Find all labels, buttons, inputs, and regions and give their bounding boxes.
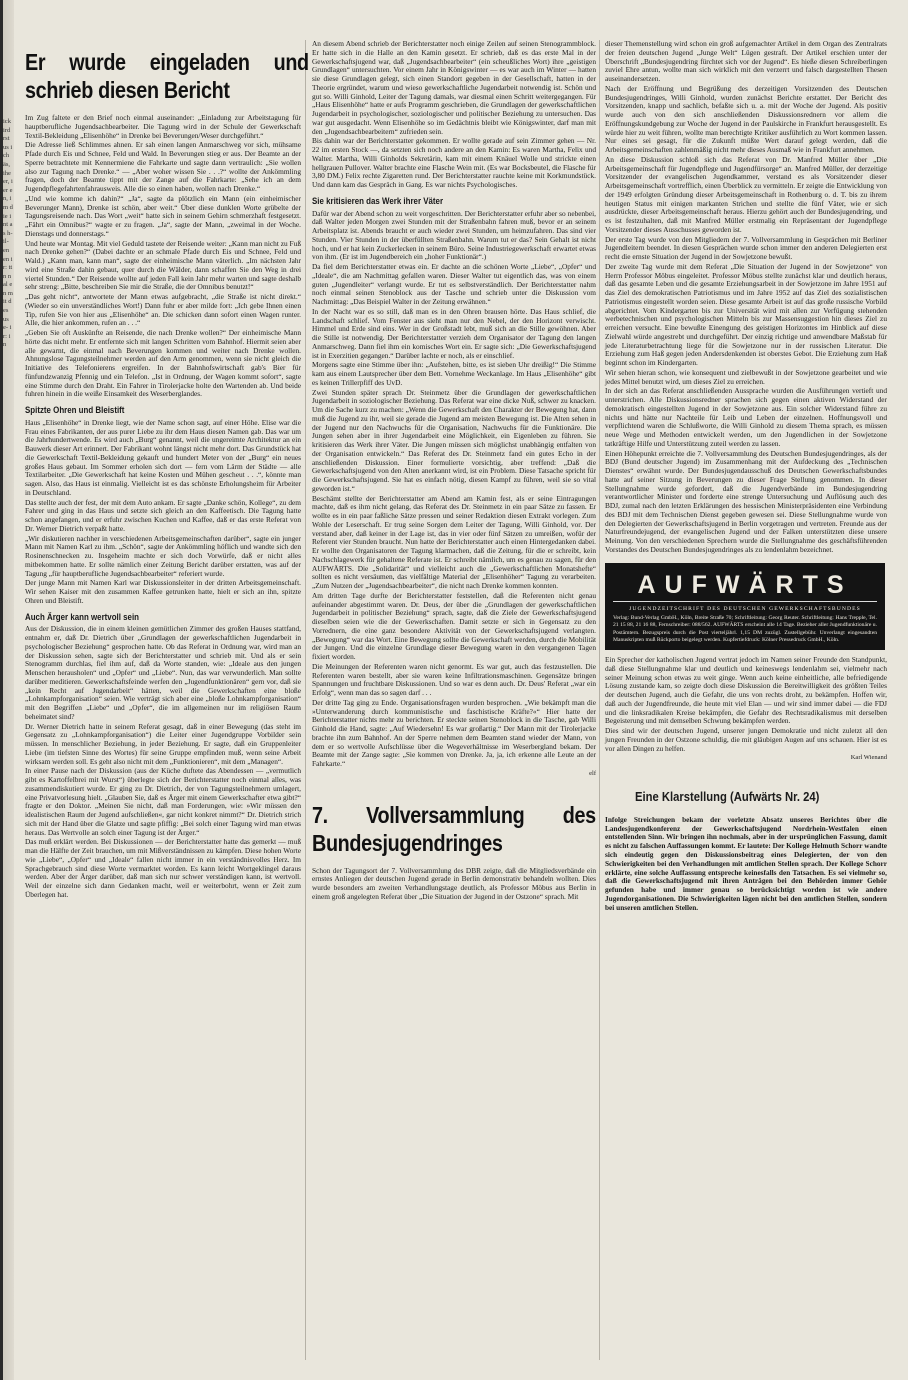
section-heading: Auch Ärger kann wertvoll sein: [25, 611, 140, 622]
section-body: [25, 625, 301, 899]
paragraph: Das stellte auch der fest, der mit dem Auto ankam. Er sagte „Danke schön, Kollege“, zu dem Fahrer und ging in das Haus und setzte sich gleich an den Kaffeetisch. Die Tagung hatte schon angefangen, und er erfuhr zwischen Kuchen und Kaffee, daß er das erste Referat von Dr. Werner Dietrich verpaßt hatte.: [25, 497, 301, 533]
paragraph: Beschämt stellte der Berichterstatter am Abend am Kamin fest, als er seine Eintragungen machte, daß es ihm nicht gelang, das Referat des Dr. Steinmetz in ein paar Sätze zu fassen. Er wollte es in ein paar faßliche Sätze pressen und seiner Redaktion diesen Extrakt vorlegen. Zum Wohle der Leserschaft. Er trug seine Sorgen dem Leiter der Tagung, Willi Ginhold, vor. Der verstand aber, daß keiner in der Lage ist, das in vier oder fünf Sätzen zu umreißen, wofür der Referent vier Stunden braucht. Nun hatte der Berichterstatter auch einen Hintergedanken dabei. Er wollte den Organisatoren der Tagung klarmachen, daß die Zeitung, für die er schreibt, kein Nachschlagewerk für gehaltene Referate ist. Er schreibt nämlich, um es genau zu sagen, für den AUFWÄRTS. Die „Solidarität“ und vielleicht auch die „Gewerkschaftlichen Monatshefte“ sollten es nicht versäumen, das vielfältige Material der „Elisenhöher“ Tagung zu verarbeiten. „Zum Nutzen der „Jugendsachbearbeiter“, die nicht nach Drenke kommen konnten.: [312, 493, 596, 590]
paragraph: Im Zug faltete er den Brief noch einmal auseinander: „Einladung zur Arbeitstagung für hauptberufliche Jugendsachbearbeiter. Die Tagung wird in der Schule der Gewerkschaft Textil-Bekleidung „Elisenhöhe“ in Drenke bei Beverungen/Weser durchgeführt.“: [25, 113, 301, 140]
column-3: [605, 40, 887, 913]
paragraph: Dafür war der Abend schon zu weit vorgeschritten. Der Berichterstatter erfuhr aber so nebenbei, daß Walter jeden Morgen zwei Stunden mit der Straßenbahn fahren muß, bevor er an seinem Arbeitsplatz ist. Abends braucht er auch wieder zwei Stunden, um heimzufahren. Das sind vier Stunden. Vier Stunden in der überfüllten Straßenbahn. Warum tut er das? Sein Gehalt ist nicht hoch, und er hat kein Zuckerlecken in seinem Büro. Seine Industriegewerkschaft erwartet etwas von ihm. (Er ist im Jugendbereich ein „hoher Funktionär“.): [312, 208, 596, 262]
article-continuation: [312, 40, 596, 190]
section-body: [312, 210, 596, 769]
paragraph: Zwei Stunden später sprach Dr. Steinmetz über die Grundlagen der gewerkschaftlichen Jugendarbeit in soziologischer Beziehung. Das Referat war eine dicke Nuß, schwer zu knacken. Um die Sache kurz zu machen: „Wenn die Gewerkschaft den Charakter der Bewegung hat, dann muß die Jugend zu ihr, weil sie gerade die Jugend am meisten Bewegung ist. Die Alten sehen in der Jugend nur den Nachwuchs für die Organisation, Nachwuchs für die Funktionäre. Die Jungen sehen aber in ihrer Jugendarbeit eine Möglichkeit, ein Eigenleben zu führen. Sie kritisieren das Werk ihrer Väter. Die Jungen müssen sich möglichst unabhängig entfalten von der Organisation entwickeln.“ Das Referat des Dr. Steinmetz fand ein gutes Echo in der anschließenden Diskussion. Einer formulierte vorsichtig, aber treffend: „Daß die Gewerkschaftsjugend von den Alten anerkannt wird, ist ein Problem. Diese Tatsache spricht für die Gewerkschaftsjugend. Sie hat es einfach nötig, diesen Kampf zu führen, weil sie so vital geworden ist.“: [312, 387, 596, 493]
paragraph: „Das geht nicht“, antwortete der Mann etwas aufgebracht, „die Straße ist nicht direkt.“ (Wieder so ein unverständliches Wort!) Dann fuhr er aber milde fort: „Ich gebe Ihnen einen Tip, rufen Sie von hier aus „Elisenhöhe“ an. Die schicken dann sofort einen Wagen runter. Alle, die hier ankommen, rufen an . . .“: [25, 292, 301, 328]
clarification-body: Infolge Streichungen bekam der vorletzte Absatz unseres Berichtes über die Landesjugendkonferenz der Gewerkschaftsjugend Nordrhein-Westfalen einen entstellenden Sinn. Wir bringen ihn nochmals, aber in der ursprünglichen Fassung, damit es nicht zu falschen Auffassungen kommt. Er lautete: Der Kollege Helmuth Schorr wandte sich eindeutig gegen den Diskussionsbeitrag eines Delegierten, der von den Schwierigkeiten bei den Verhandlungen mit amtlichen Stellen sprach. Der Kollege Schorr erklärte, eine solche Auffassung entspreche keinesfalls den Tatsachen. Es sei vielmehr so, daß die Gewerkschaftsjugend mit ihren Anträgen bei den Behörden immer Gehör gefunden habe und immer genau so berücksichtigt worden ist wie andere Jugendorganisationen. Die Schwierigkeiten lägen nicht bei den amtlichen Stellen, sondern bei unseren amtlichen Stellen.: [605, 814, 887, 912]
paragraph: „Wir diskutieren nachher in verschiedenen Arbeitsgemeinschaften darüber“, sagte ein junger Mann mit Namen Karl zu ihm. „Schön“, sagte der Ankömmling höflich und wandte sich den Rosinenschnecken zu. Insgeheim machte er sich doch Vorwürfe, daß er nicht alles mitbekommen hatte. Er sollte nämlich einer Zeitung Bericht darüber erstatten, was auf der Tagung „für hauptberufliche Jugendsachbearbeiter“ referiert wurde.: [25, 533, 301, 578]
article-headline: Er wurde eingeladen und schrieb diesen Bericht: [25, 49, 309, 103]
section-heading: Sie kritisieren das Werk ihrer Väter: [312, 195, 444, 206]
article-body: [25, 114, 301, 399]
section-body: [25, 419, 301, 606]
paragraph: Die Meinungen der Referenten waren nicht genormt. Es war gut, auch das festzustellen. Die Referenten waren bestellt, aber sie waren keine Infiltrationsmaschinen. Gegensätze bringen Spannungen und fruchtbare Diskussionen. Und so war es denn auch. Dr. Deus' Referat „war ein Erfolg“, wenn man das so sagen darf . . .: [312, 661, 596, 697]
section-heading: Spitzte Ohren und Bleistift: [25, 405, 125, 415]
paragraph: Aus der Diskussion, die in einem kleinen gemütlichen Zimmer des großen Hauses stattfand, entnahm er, daß Dr. Dietrich über „Grundlagen der gewerkschaftlichen Jugendarbeit in psychologischer Beziehung“ gesprochen hatte. Ob das Referat in Ordnung war, wird man an der Diskussion sehen, sagte sich der Berichterstatter und schrieb mit. Und als er sein Stenogramm durchlas, fiel ihm auf, daß da Worte standen, wie: „Ideale aus den jungen Menschen herausholen“ und „Opfer“ und „Liebe“. Nun, das war verwunderlich. Man sollte darüber meditieren. Gewerkschaftsfeinde werfen den „Jugendfunktionären“ gern vor, daß sie „kein Recht auf Jugendarbeit“ hätten, weil die Gewerkschaften eine bloße „Lohnkampforganisation“ seien. Wie verträgt sich aber eine „bloße Lohnkampforganisation“ mit den Begriffen „Liebe“ und „Opfer“, die im allgemeinen nur im religiösen Raum beheimatet sind?: [25, 624, 301, 721]
paragraph: Da fiel dem Berichterstatter etwas ein. Er dachte an die schönen Worte „Liebe“, „Opfer“ und „Ideale“, die am Nachmittag gefallen waren. Dieser Walter tut eigentlich das, was von einem guten „Jugendleiter“ verlangt wurde. Er tut es selbstverständlich. Der Berichterstatter nahm noch einmal seinen Stenoblock aus der Tasche und schrieb unter die Diskussion vom Nachmittag: „Das Beispiel Walter in der Zeitung erwähnen.“: [312, 262, 596, 306]
paragraph: Nach der Eröffnung und Begrüßung des derzeitigen Vorsitzenden des Deutschen Bundesjugendringes, Willi Ginhold, wurden zunächst Berichte erstattet. Der Bericht des Vorsitzenden, knapp und sachlich, befaßte sich u. a. mit der Woche der Jugend. Als positiv wurde auch von den sich anschließenden Diskussionsrednern vor allem die Eröffnungskundgebung zur Woche der Jugend in der Paulskirche in Frankfurt herausgestellt. Es würde hier zu weit führen, wollte man berechtigte Kritiker ausführlich zu Wort kommen lassen. Nur eines sei gesagt, für die Zukunft müßte Wert darauf gelegt werden, daß die Arbeitsgemeinschaften zahlenmäßig nicht mehr dieses Ausmaß wie in Frankfurt annehmen.: [605, 83, 887, 154]
paragraph: Die Adresse ließ Schlimmes ahnen. Er sah einen langen Anmarschweg vor sich, mühsame Pfade durch Eis und Schnee, Feld und Wald. In Beverungen stieg er aus. Der Beamte an der Sperre betrachtete mit Kennermiene die Fahrkarte und sagte dann vertraulich: „Sie wollen also zur Tagung nach Drenke.“ — „Aber woher wissen Sie . . .?“ wollte der Ankömmling fragen, doch der Beamte tippt mit der Zange auf die Fahrkarte: „Sehe ich an dem Jugendpflegefahrtenfahrausweis. Alle die so einen haben, wollen nach Drenke.“: [25, 140, 301, 193]
paragraph: Der erste Tag wurde von den Mitgliedern der 7. Vollversammlung in Gesprächen mit Berliner Jugendleitern beendet. In diesen Gesprächen wurde schon immer den anderen Delegierten erst recht die ernste Situation der Jugend in der Sowjetzone bewußt.: [605, 234, 887, 261]
author-byline: Karl Wienand: [850, 754, 887, 762]
adjacent-page-edge: [0, 0, 14, 1380]
paragraph: Am dritten Tage durfte der Berichterstatter feststellen, daß die Referenten nicht genau aufeinander abgestimmt waren. Dr. Deus, der über die „Grundlagen der gewerkschaftlichen Jugendarbeit in politischer Beziehung“ sprach, sagte, daß die Ziele der Gewerkschaftsjugend dieselben seien wie die der Gewerkschaften. Damit setzte er sich in Gegensatz zu den Vorrednern, die eine ganz besondere Aktivität von der Gewerkschaftsjugend verlangten. „Bewegung“ war das Wort. Eine Bewegung sollte die Gewerkschaft werden, durch die Mobilität der Jungen. Und die einzelne Grundlage dieser Bewegung waren in den vergangenen Tagen fixiert worden.: [312, 590, 596, 661]
paragraph: Dr. Werner Dietrich hatte in seinem Referat gesagt, daß in einer Bewegung (das steht im Gegensatz zu „Lohnkampforganisation“) die Leiter einer Jugendgruppe Vorbilder sein müssen. In menschlicher Beziehung, in jeder Beziehung. Er sagte, daß ein Gruppenleiter Liebe (im tiefsten Sinne des Wortes) für seine Gruppe empfinden muß, wenn seine Arbeit wirksam werden soll. Es geht also nicht mit dem „Funktionieren“, mit dem „Managen“.: [25, 721, 301, 766]
paragraph: Morgens sagte eine Stimme über ihn: „Aufstehen, bitte, es ist sieben Uhr dreißig!“ Die Stimme kam aus einem Lautsprecher über dem Bett. Vornehme Weckanlage. Im Haus „Elisenhöhe“ gibt es keinen Trillerpfiff des UvD.: [312, 360, 596, 387]
paragraph: An diesem Abend schrieb der Berichterstatter noch einige Zeilen auf seinen Stenogrammblock. Er hatte sich in die Halle an den Kamin gesetzt. Er schrieb, daß es das erste Mal in der Gewerkschaftsjugend war, daß „Jugendsachbearbeiter“ (ein scheußliches Wort) ihre „geistigen Grundlagen“ untersuchten. Vor einem Jahr in Königswinter — es war auch im Winter — hatten sie diese Grundlagen gelegt, sich einen Standort gegeben in der Gesellschaft, hatten in der Theorie ergründet, warum und wieso gewerkschaftliche Jugendarbeit notwendig ist. Schön und gut so. Willi Ginhold, Leiter der Tagung damals, war diesmal einen Schritt weitergegangen. Für „Haus Elisenhöhe“ hatte er aufs Programm geschrieben, die Grundlagen der gewerkschaftlichen Jugendarbeit in psychologischer, soziologischer und politischer Beziehung zu untersuchen. Das war gut ausgedacht. Wenn Elisenhöhe so im Gedächtnis bleibt wie Königswinter, darf man mit den „Jugendsachbearbeitern“ zufrieden sein.: [312, 39, 596, 136]
masthead-subtitle: JUGENDZEITSCHRIFT DES DEUTSCHEN GEWERKSCHAFTSBUNDES: [629, 605, 861, 612]
paragraph: In der Nacht war es so still, daß man es in den Ohren brausen hörte. Das Haus schlief, die Landschaft schlief. Vom Fenster aus sieht man nur den Nebel, der den Horizont verwischt. Himmel und Erde sind eins. Wer in der Großstadt lebt, muß sich an die Stille gewöhnen. Aber die Stille ist notwendig. Der Berichterstatter verzieh dem Organisator der Tagung den langen Anmarschweg. Dann fiel ihm ein komisches Wort ein. Er sagte sich: „Die Gewerkschaftsjugend ist in Exerzitien gegangen.“ Darüber lachte er noch, als er einschlief.: [312, 306, 596, 360]
article-2-intro: Schon der Tagungsort der 7. Vollversammlung des DBR zeigte, daß die Mitgliedsverbände ein ernstes Anliegen der deutschen Jugend gerade in Berlin demonstrativ behandeln wollten. Dies wurde besonders am zweiten Verhandlungstage deutlich, als Professor Möbus aus Berlin in einem groß angelegten Referat über „Die Situation der Jugend in der Ostzone“ sprach. Mit: [312, 865, 596, 901]
column-2: [312, 40, 596, 903]
paragraph: In der sich an das Referat anschließenden Aussprache wurden die Ausführungen vertieft und unterstrichen. Alle Diskussionsredner sprachen sich gegen einen aktiven Widerstand der demokratisch eingestellten Jugend in der Sowjetzone aus. Ein solcher Widerstand führe zu nichts und hätte nur Nachteile für Leib und Leben der einzelnen. Hoffnungsvoll und verpflichtend waren die Schlußworte, die Willi Ginhold zu diesem Thema sprach, es müssen neue Wege und Methoden entwickelt werden, um den Jugendlichen in der Sowjetzone tatkräftige Hilfe und Unterstützung zuteil werden zu lassen.: [605, 386, 887, 448]
article-headline-2: 7. Vollversammlung des Bundesjugendringes: [312, 801, 596, 856]
paragraph: „Geben Sie oft Auskünfte an Reisende, die nach Drenke wollen?“ Der einheimische Mann hörte das nicht mehr. Er entfernte sich mit langen Schritten vom Bahnhof. Hiermit seien aber alle gewarnt, die einmal nach Beverungen kommen und weiter nach Drenke wollen. Ahnungslose Tagungsteilnehmer werden auf den Arm genommen, wenn sie nicht gleich die Initiative des Telefonierens ergreifen. In der Bahnhofswirtschaft gab's Bier für fünfundzwanzig Pfennig und ein Telefon. „Ist in Ordnung, der Wagen kommt sofort“, sagte eine Stimme durch den Draht. Ein Fahrer in Tirolerjacke holte den Wartenden ab. Und beide fuhren hinein in die weiße Einsamkeit des Weserberglandes.: [25, 328, 301, 399]
paragraph: dieser Themenstellung wird schon ein groß aufgemachter Artikel in dem Organ des Zentralrats der freien deutschen Jugend „Junge Welt“ Lügen gestraft. Der Artikel erschien unter der Überschrift „Bundesjugendring fürchtet sich vor der Jugend“. Es hieße diesen Schreiberlingen zuviel Ehre antun, wollte man sich wirklich mit den verzerrt und falsch dargestellten Thesen auseinandersetzen.: [605, 39, 887, 83]
masthead-box: [605, 563, 885, 651]
paragraph: Bis dahin war der Berichterstatter gekommen. Er wollte gerade auf sein Zimmer gehen — Nr. 22 im ersten Stock —, da setzten sich noch andere an den Kamin: Es waren Martha, Felix und Walter. Martha, Willi Ginholds Sekretärin, kam mit einem Knäuel Wolle und strickte einen hellgrauen Pullover. Walter brachte eine Flasche Wein mit. (Es war Bocksbeutel, die Flasche für 3,80 DM.) Felix rechte Zigaretten rund. Der Berichterstatter rauchte keine mit Korkmundstück. Und dann kam das Gespräch in Gang. Es war nichts Psychologisches.: [312, 136, 596, 189]
column-1: [25, 40, 309, 901]
paragraph: Der dritte Tag ging zu Ende. Organisationsfragen wurden besprochen. „Wie bekämpft man die »Unterwanderung durch kommunistische und faschistische Kräfte?«“ Hier hatte der Berichterstatter nichts mehr zu berichten. Er steckte seinen Stenoblock in die Tasche, gab Willi Ginhold die Hand, sagte: „Auf Wiedersehn! Es war großartig.“ Der Mann mit der Tirolerjacke brachte ihn zum Bahnhof. An der Sperre nehmen dem Beamten stand wieder der Mann, von dem er so wertvolle Aufschlüsse über die Wegeverhältnisse im Weserbergland bekam. Der Beamte mit der Zange sagte: „Sie kommen von Drenke. Ja, ja, ich erkenne alle Leute an der Fahrkarte.“: [312, 697, 596, 768]
clarification-heading: Eine Klarstellung (Aufwärts Nr. 24): [635, 790, 820, 805]
article-2-continuation: [605, 40, 887, 555]
paragraph: Dies sind wir der deutschen Jugend, unserer jungen Demokratie und nicht zuletzt all den jungen Freunden in der Ostzone schuldig, die mit gläubigen Augen auf uns schauen. Hier ist es vor allen Dingen zu helfen.: [605, 726, 887, 753]
masthead-rule: [613, 601, 877, 602]
paragraph: Der zweite Tag wurde mit dem Referat „Die Situation der Jugend in der Sowjetzone“ von Herrn Professor Möbus eingeleitet. Professor Möbus stellte zunächst klar und deutlich heraus, daß das gesamte Leben und die gesamte Erziehungsarbeit in der Sowjetzone im Jahre 1951 auf das Ziel des demokratischen Patriotismus und im Jahre 1952 auf das Ziel des sozialistischen Patriotismus eingestellt worden seien. Diese gesamte Arbeit ist auf das große russische Vorbild abgerichtet. Vom Kindergarten bis zur Universität wird mit allen zur Verfügung stehenden werbetechnischen und psychologischen Mitteln bis zur Massensuggestion hin dieses Ziel zu erreichen versucht. Eine bewußte Einengung des geistigen Horizontes im Hinblick auf diese Zielwahl würde angestrebt und durchgeführt. Der einzig richtige und anwendbare Maßstab für jede Literaturbetrachtung liege für die Sowjetzone nur in der russischen Literatur. Die Erziehung zum Haß gegen jeden Andersdenkenden ist oberstes Gebot. Die Erziehung zum Haß beginnt schon im Kindergarten.: [605, 261, 887, 367]
paragraph: Und heute war Montag. Mit viel Geduld tastete der Reisende weiter: „Kann man nicht zu Fuß nach Drenke gehen?“ (Dabei dachte er an schmale Pfade durch Eis und Schnee, Feld und Wald.) „Kann man, kann man“, sagte der einheimische Mann väterlich. „Im nächsten Jahr wird eine Straße dahin gebaut, quer durch die Wälder, dann schaffen Sie den Weg in drei viertel Stunden.“ Der Reisende wollte auf jeden Fall kein Jahr mehr warten und sagte deshalb sehr streng: „Bitte, beschreiben Sie mir die Straße, die der Omnibus benutzt!“: [25, 238, 301, 292]
paragraph: Einen Höhepunkt erreichte die 7. Vollversammlung des Deutschen Bundesjugendringes, als der BDJ (Bund deutscher Jugend) im Zusammenhang mit der Aufdeckung des „Technischen Dienstes“ erwähnt wurde. Der Bundesjugendausschuß des Deutschen Gewerkschaftsbundes hatte auf seiner Sitzung in Beverungen zu dieser Frage Stellung genommen. In dieser Stellungnahme wurde gefordert, daß die Jugendverbände im Bundesjugendring verantwortlicher Minister und forderte eine strenge Untersuchung und Auflösung auch des BDJ, zumal nach den letzten Erklärungen des hessischen Ministerpräsidenten eine Verbindung des BDJ mit dem Technischen Dienst gegeben gewesen sei. Diese Stellungnahme wurde von den Delegierten der Gewerkschaftsjugend in Berlin vorgetragen und vertreten. Freunde aus der Naturfreundejugend, der evangelischen Jugend und der Falken unterstützten diese unsere Meinung. Von den verschiedenen Sprechern wurde die Stellungnahme des geschäftsführenden Vorstandes des Deutschen Bundesjugendringes als zu lendenlahm bezeichnet.: [605, 448, 887, 554]
column-divider: [599, 40, 600, 1360]
paragraph: Wir sehen hieran schon, wie konsequent und zielbewußt in der Sowjetzone gearbeitet und wie jedes Mittel benutzt wird, um dieses Ziel zu erreichen.: [605, 367, 887, 386]
article-2-ending: [605, 656, 887, 753]
masthead-logo: AUFWÄRTS: [637, 570, 853, 599]
paragraph: Das muß erklärt werden. Bei Diskussionen — der Berichterstatter hatte das gemerkt — muß man die Hälfte der Zeit brauchen, um mit Mißverständnissen zu kämpfen. Diese hohen Worte wie „Liebe“, „Opfer“ und „Ideale“ fallen nicht immer in ein verständnisvolles Herz. Im Sprachgebrauch sind diese Worte vermarktet worden. Es kann leicht Wortgeklingel daraus werden. Aber der Ärger darüber, daß man sich nur schwer verständigen kann, ist wertvoll. Weil der einzelne sich dann Gedanken macht, weil er weiterbohrt, wenn er Zeit zum Überlegen hat.: [25, 837, 301, 899]
paragraph: Der junge Mann mit Namen Karl war Diskussionsleiter in der dritten Arbeitsgemeinschaft. Wir sehen Kaiser mit den zusammen Kaffee getrunken hatte, hielt er sich an ihn, spitzte Ohren und Bleistift.: [25, 578, 301, 605]
masthead-imprint: Verlag: Bund-Verlag GmbH., Köln, Breite Straße 70; Schriftleitung: Georg Reuter. Schriftleitung: Hans Trepple, Tel. 21 15 88, 21 16 88, Fernschreiber: 088/562. AUFWÄRTS erscheint alle 14 Tage. Bezieher aller Jugendfunktionäre u. Postämtern. Bezugspreis durch die Post vierteljährl. 1,15 DM zuzügl. Zustellgebühr. Unverlangt eingesandten Manuskripten muß Rückporto beigelegt werden. Kupfertiefdruck: Kölner Pressedruck GmbH., Köln.: [613, 615, 877, 643]
paragraph: An diese Diskussion schloß sich das Referat von Dr. Manfred Müller über „Die Arbeitsgemeinschaft für Jugendpflege und Jugendfürsorge“ an. Manfred Müller, der derzeitige Vorsitzender der evangelischen Jugendkammer, verstand es als Vorsitzender dieser Arbeitsgemeinschaft vortrefflich, einen Überblick zu vermitteln. Er zeigte die Entwicklung von der 1949 erfolgten Gründung dieser Arbeitsgemeinschaft in Rothenburg o. d. T. bis zu ihrem heutigen Status mit einigen markanten Strichen und stellte die fünf Väter, wie er sich ausdrückte, dieser Arbeitsgemeinschaft heraus. Hierzu gehört auch der Bundesjugendring, und es ist festzuhalten, daß mit Manfred Müller erstmalig ein Repräsentant der Jugendpflege Vorsitzender dieses Ausschusses geworden ist.: [605, 154, 887, 234]
column-divider: [305, 40, 306, 1360]
paragraph: Ein Sprecher der katholischen Jugend vertrat jedoch im Namen seiner Freunde den Standpunkt, daß diese Stellungnahme klar und deutlich und keineswegs lendenlahm sei, vielmehr nach seiner Meinung schon etwas zu weit ginge. Wenn auch keine einheitliche, alle befriedigende Lösung zustande kam, so zeigte doch diese Diskussion die Bereitwilligkeit des größten Teiles der deutschen Jugend, auch die Gefahr, die uns von rechts droht, zu bekämpfen. Hoffen wir, daß auch der Jugendfreunde, die heute mit viel Elan — und wir sind immer dabei — die FDJ und die linksradikalen Kreise bekämpfen, die Gefahr des Rechtsradikalismus mit derselben Begeisterung und mit demselben Schwung bekämpfen werden.: [605, 655, 887, 726]
adjacent-page-text-fragment: ick ird rst us ich äs, ihe er, ier en, im die int as h- il- en en ir: tt n nal en mit des us e- ir: in: [3, 118, 13, 349]
article-signature: elf: [589, 769, 596, 777]
paragraph: Haus „Elisenhöhe“ in Drenke liegt, wie der Name schon sagt, auf einer Höhe. Elise war die Frau eines Fabrikanten, der aus purer Liebe zu ihr dem Haus diesen Namen gab. Das war um die Jahrhundertwende. Es wird auch „Burg“ genannt, weil die ungereimte Architektur an ein Bauwerk dieser Art erinnert. Der Fabrikant wohnt längst nicht mehr dort. Das Grundstück hat die Gewerkschaft Textil-Bekleidung gekauft und hundert Meter von der „Burg“ ein neues großes Haus gebaut. Im Sommer erholen sich dort — fern vom Lärm der Städte — alle Textilarbeiter. „Die Gewerkschaft hat keine Kosten und Mühen gescheut . . .“, könnte man sagen. Also, das Haus ist einmalig. Vielleicht ist es das schönste Erholungsheim für Arbeiter in Deutschland.: [25, 417, 301, 497]
paragraph: In einer Pause nach der Diskussion (aus der Küche duftete das Abendessen — „vermutlich gibt es Kartoffelbrei mit Wurst“) überlegte sich der Berichterstatter noch einmal alles, was zusammendiskutiert wurde. Er ging zu Dr. Dietrich, der von Tagungsteilnehmern umlagert, eine Privatvorlesung hielt. „Glauben Sie, daß es Ärger mit einem Gewerkschafter etwa gibt?“ fragte er den Doktor. „Meinen Sie nicht, daß man Forderungen, wie: »Wir müssen den idealistischen Raum der Jugend aufschließen«, gar nicht konkret nimmt?“ Dr. Dietrich strich sich mit der Hand über die Glatze und sagte pfiffig: „Bei solch einer Tagung wird man etwas heraus. Das Wertvolle an solch einer Tagung ist der Ärger.“: [25, 766, 301, 837]
paragraph: „Und wie komme ich dahin?“ „Ja“, sagte da plötzlich ein Mann (ein einheimischer Beverunger Mann), Drenke ist schön, aber weit.“ Über diese dunklen Worte grübelte der Tagungsreisende nach. Das Wort „weit“ hatte sich in seinem Gehirn schmerzhaft festgesetzt. „Fährt ein Omnibus?“ wagte er zu fragen. „Ja“, sagte der Mann, „zweimal in der Woche. Dienstags und donnerstags.“: [25, 193, 301, 238]
